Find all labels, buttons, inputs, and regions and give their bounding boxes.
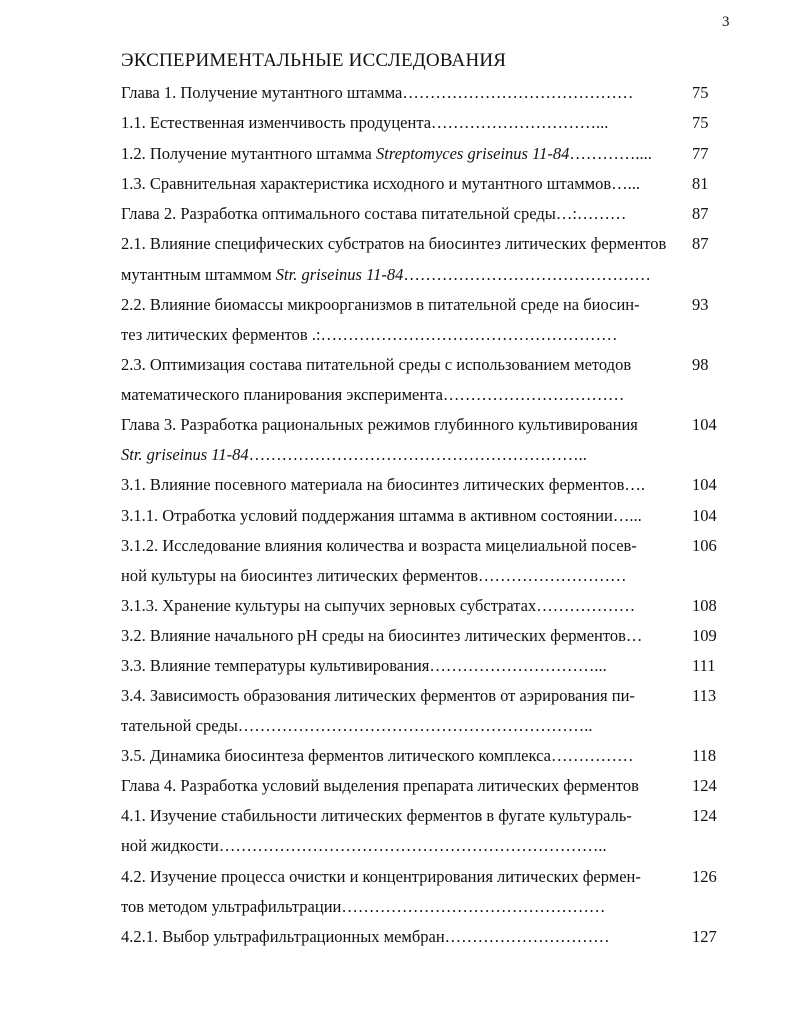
toc-entry-text: 1.3. Сравнительная характеристика исходного и мутантного штаммов…... <box>121 174 641 193</box>
toc-entry-text: 2.1. Влияние специфических субстратов на биосинтез литических ферментов <box>121 234 667 253</box>
toc-entry <box>121 775 687 797</box>
toc-page-number: 81 <box>692 174 709 193</box>
toc-entry-text: мутантным штаммом <box>121 265 276 284</box>
toc-entry-text: ной жидкости…………………………………………………………….. <box>121 836 607 855</box>
toc-entry <box>121 354 687 376</box>
toc-entry <box>121 505 687 527</box>
toc-entry-text: 3.1.1. Отработка условий поддержания штамма в активном состоянии…... <box>121 506 642 525</box>
toc-entry-text: тез литических ферментов .:……………………………………………… <box>121 325 618 344</box>
toc-entry-leader: ……………………………………… <box>403 265 651 284</box>
toc-page-number: 118 <box>692 746 717 765</box>
toc-entry <box>121 264 687 286</box>
toc-entry <box>121 474 687 496</box>
toc-page-number: 77 <box>692 144 709 163</box>
toc-entry-text: Глава 4. Разработка условий выделения препарата литических ферментов <box>121 776 639 795</box>
toc-entry <box>121 745 687 767</box>
toc-page-number: 111 <box>692 656 716 675</box>
toc-entry-text: 2.3. Оптимизация состава питательной среды с использованием методов <box>121 355 632 374</box>
page-number: 3 <box>722 14 730 30</box>
toc-entry <box>121 805 687 827</box>
toc-entry-text: 1.2. Получение мутантного штамма <box>121 144 376 163</box>
toc-page-number: 124 <box>692 776 717 795</box>
toc-entry-text: 4.2. Изучение процесса очистки и концентрирования литических фермен- <box>121 867 641 886</box>
toc-entry-text: тательной среды……………………………………………………….. <box>121 716 593 735</box>
toc-page-number: 75 <box>692 83 709 102</box>
toc-entry-text: Глава 1. Получение мутантного штамма…………………………………… <box>121 83 634 102</box>
toc-entry-text: 3.1.3. Хранение культуры на сыпучих зерновых субстратах……………… <box>121 596 636 615</box>
toc-entry-text: 3.1. Влияние посевного материала на биосинтез литических ферментов…. <box>121 475 646 494</box>
toc-entry-text: ной культуры на биосинтез литических ферментов……………………… <box>121 566 627 585</box>
toc-page-number: 124 <box>692 806 717 825</box>
toc-entry-text: 1.1. Естественная изменчивость продуцента…………………………... <box>121 113 609 132</box>
section-heading: ЭКСПЕРИМЕНТАЛЬНЫЕ ИССЛЕДОВАНИЯ <box>121 50 507 71</box>
toc-page-number: 113 <box>692 686 717 705</box>
toc-entry <box>121 112 687 134</box>
toc-entry <box>121 203 687 225</box>
toc-entry-text: Глава 3. Разработка рациональных режимов глубинного культивирования <box>121 415 638 434</box>
toc-entry <box>121 173 687 195</box>
toc-entry-text: 3.3. Влияние температуры культивирования…………………………... <box>121 656 607 675</box>
toc-entry-text: математического планирования эксперимента…………………………… <box>121 385 625 404</box>
toc-entry <box>121 685 687 707</box>
toc-entry <box>121 444 687 466</box>
toc-entry <box>121 294 687 316</box>
toc-entry-text: 2.2. Влияние биомассы микроорганизмов в питательной среде на биосин- <box>121 295 640 314</box>
toc-entry <box>121 82 687 104</box>
toc-entry-text: 3.4. Зависимость образования литических ферментов от аэрирования пи- <box>121 686 635 705</box>
toc-page-number: 87 <box>692 204 709 223</box>
toc-page-number: 127 <box>692 927 717 946</box>
toc-entry <box>121 655 687 677</box>
toc-page-number: 87 <box>692 234 709 253</box>
toc-entry <box>121 715 687 737</box>
toc-entry-italic: Str. griseinus 11-84 <box>121 445 249 464</box>
toc-page-number: 104 <box>692 475 717 494</box>
toc-entry-text: 3.2. Влияние начального рН среды на биосинтез литических ферментов… <box>121 626 643 645</box>
toc-entry <box>121 866 687 888</box>
toc-entry <box>121 414 687 436</box>
toc-page-number: 106 <box>692 536 717 555</box>
toc-page-number: 108 <box>692 596 717 615</box>
toc-entry-text: 3.1.2. Исследование влияния количества и возраста мицелиальной посев- <box>121 536 637 555</box>
toc-entry <box>121 565 687 587</box>
toc-entry-leader: ………….... <box>569 144 652 163</box>
toc-entry <box>121 926 687 948</box>
toc-page-number: 93 <box>692 295 709 314</box>
toc-entry-italic: Streptomyces griseinus 11-84 <box>375 144 570 163</box>
toc-entry-italic: Str. griseinus 11-84 <box>275 265 404 284</box>
toc-entry <box>121 324 687 346</box>
toc-entry-text: 3.5. Динамика биосинтеза ферментов литического комплекса…………… <box>121 746 634 765</box>
toc-entry <box>121 835 687 857</box>
toc-page-number: 104 <box>692 506 717 525</box>
toc-page-number: 104 <box>692 415 717 434</box>
toc-entry <box>121 535 687 557</box>
toc-entry-text: тов методом ультрафильтрации………………………………………… <box>121 897 606 916</box>
toc-entry <box>121 625 687 647</box>
toc-entry <box>121 384 687 406</box>
toc-page-number: 75 <box>692 113 709 132</box>
toc-entry <box>121 233 687 255</box>
toc-entry-text: Глава 2. Разработка оптимального состава питательной среды…:……… <box>121 204 627 223</box>
toc-page-number: 109 <box>692 626 717 645</box>
toc-entry-text: 4.1. Изучение стабильности литических ферментов в фугате культураль- <box>121 806 632 825</box>
toc-page-number: 126 <box>692 867 717 886</box>
toc-page-number: 98 <box>692 355 709 374</box>
toc-entry <box>121 896 687 918</box>
toc-entry <box>121 595 687 617</box>
toc-entry-leader: …………………………………………………….. <box>248 445 587 464</box>
toc-entry-text: 4.2.1. Выбор ультрафильтрационных мембран………………………… <box>121 927 610 946</box>
toc-entry <box>121 143 687 165</box>
